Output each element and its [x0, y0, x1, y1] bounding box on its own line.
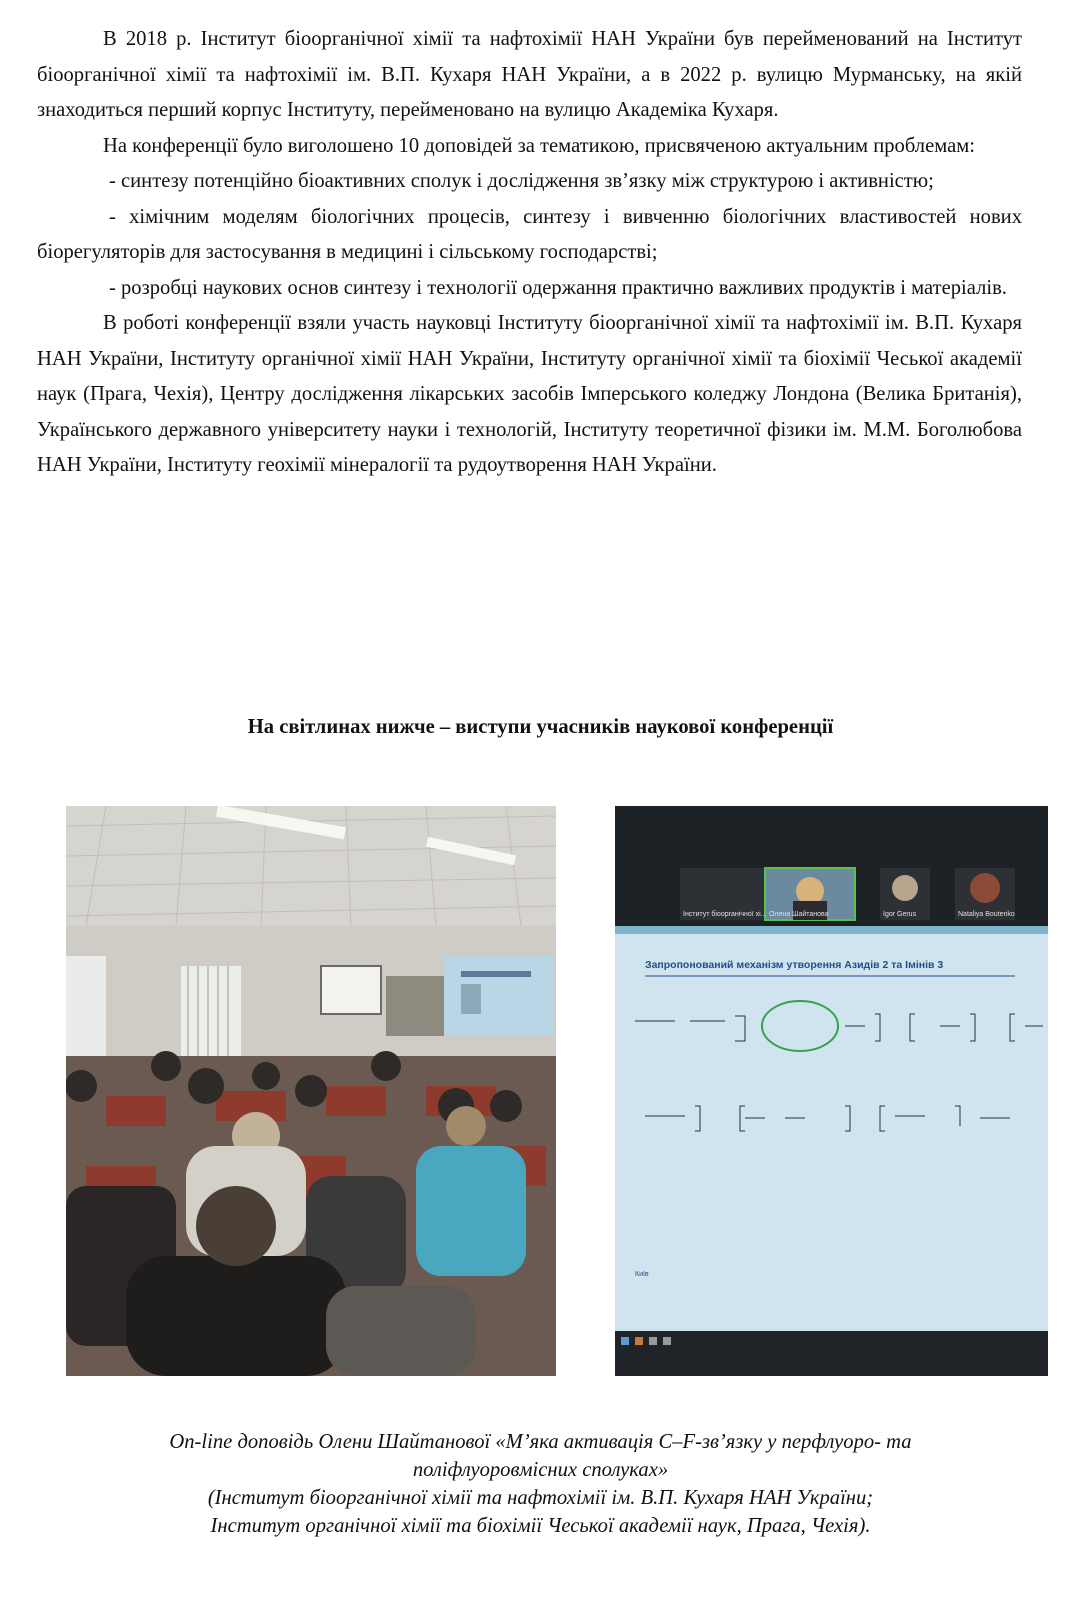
conference-room-photo	[66, 806, 556, 1376]
online-presentation-photo	[615, 806, 1048, 1376]
participant-label-speaker: Олена Шайтанова	[769, 911, 829, 918]
list-item-technology: - розробці наукових основ синтезу і технології одержання практично важливих продуктів і матеріалів.	[109, 276, 1007, 299]
presentation-screen	[615, 806, 1048, 1376]
list-item-synthesis: - синтезу потенційно біоактивних сполук і дослідження зв’язку між структурою і активністю;	[109, 170, 934, 192]
slide-footer: Київ	[635, 1271, 649, 1278]
photos-heading: На світлинах нижче – виступи учасників наукової конференції	[247, 716, 834, 738]
participant-label-boutenko: Nataliya Boutenko	[958, 911, 1015, 918]
document-body	[37, 22, 1022, 484]
paragraph-history: В 2018 р. Інститут біоорганічної хімії та нафтохімії НАН України був перейменований на Інститут біоорганічної хімії та нафтохімії ім. В.П. Кухаря НАН України, а в 2022 р. вулицю Мурманську, на якій знаходиться перший корпус Інституту, перейменовано на вулицю Академіка Кухаря.	[37, 28, 1022, 121]
caption-line-1: On-line доповідь Олени Шайтанової «М’яка активація C–F-зв’язку у перфлуоро- та	[169, 1431, 912, 1453]
conference-room-illustration	[66, 806, 556, 1376]
paragraph-reports: На конференції було виголошено 10 доповідей за тематикою, присвяченою актуальним проблемам:	[103, 134, 976, 157]
list-item-models: - хімічним моделям біологічних процесів, синтезу і вивченню біологічних властивостей нових біорегуляторів для застосування в медицині і сільському господарстві;	[37, 205, 1022, 263]
slide-title: Запропонований механізм утворення Азидів 2 та Імінів 3	[645, 959, 944, 971]
caption-line-3: (Інститут біоорганічної хімії та нафтохімії ім. В.П. Кухаря НАН України;	[207, 1487, 874, 1509]
participant-label-gerus: Igor Gerus	[883, 911, 917, 918]
caption-line-2: поліфлуоровмісних сполуках»	[412, 1459, 669, 1481]
paragraph-participants: В роботі конференції взяли участь науковці Інституту біоорганічної хімії та нафтохімії ім. В.П. Кухаря НАН України, Інституту органічної хімії НАН України, Інституту органічної хімії та біохімії Чеської академії наук (Прага, Чехія), Центру дослідження лікарських засобів Імперського коледжу Лондона (Велика Британія), Українського державного університету науки і технологій, Інституту теоретичної фізики ім. М.М. Боголюбова НАН України, Інституту геохімії мінералогії та рудоутворення НАН України.	[37, 312, 1022, 476]
photo-caption	[60, 1428, 1021, 1540]
participant-label-institute: Інститут біоорганічної хі...	[683, 911, 767, 918]
caption-line-4: Інститут органічної хімії та біохімії Чеської академії наук, Прага, Чехія).	[210, 1515, 871, 1537]
